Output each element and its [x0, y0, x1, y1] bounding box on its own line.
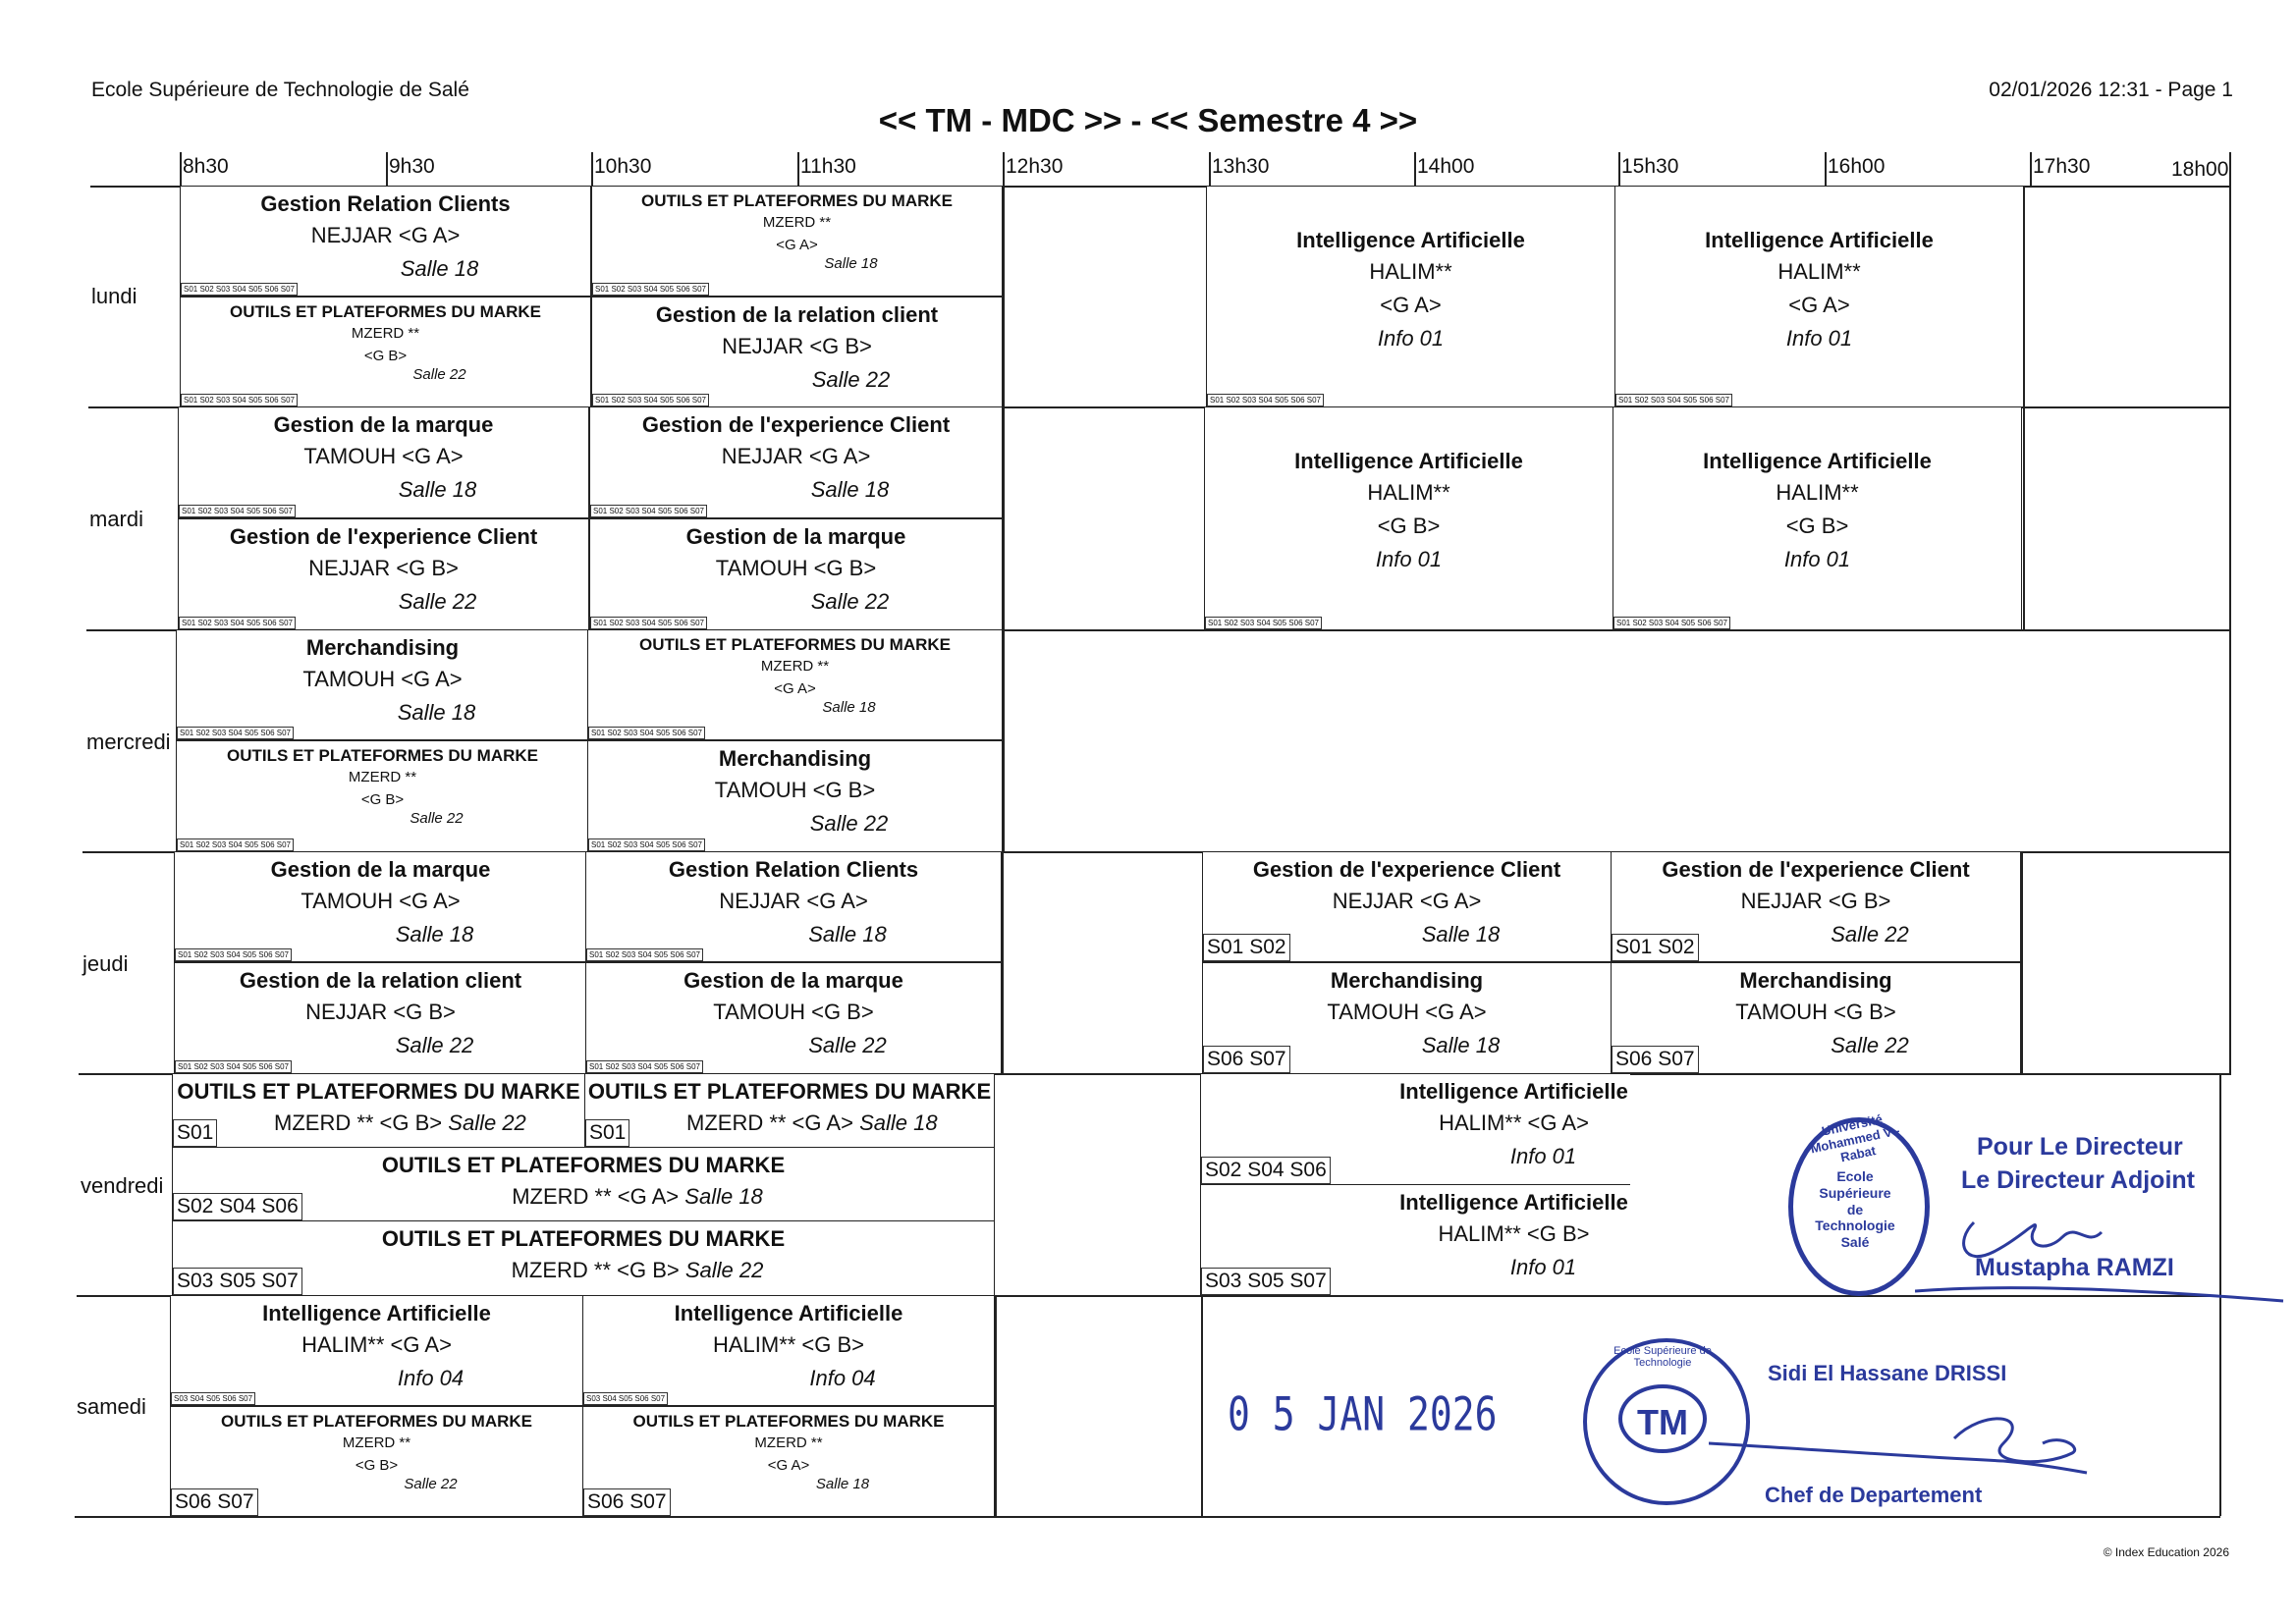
grid-line — [1618, 152, 1620, 187]
teacher: MZERD ** — [351, 325, 420, 343]
room: Salle 22 — [395, 1032, 474, 1057]
teacher: HALIM** — [1367, 479, 1450, 505]
course-cell[interactable] — [178, 518, 589, 630]
grid-line — [2229, 152, 2231, 187]
course-cell[interactable] — [1202, 851, 1612, 962]
teacher-group: HALIM** <G A> — [301, 1331, 452, 1357]
course-title: OUTILS ET PLATEFORMES DU MARKE — [226, 746, 538, 765]
day-label: mercredi — [86, 730, 171, 754]
time-label: 11h30 — [800, 155, 856, 178]
teacher-group: NEJJAR <G B> — [722, 333, 872, 358]
room: Salle 22 — [410, 810, 464, 828]
course-title: Merchandising — [1330, 968, 1484, 993]
session-tag: S01 S02 S03 S04 S05 S06 S07 — [181, 283, 298, 296]
session-tag: S01 S02 S03 S04 S05 S06 S07 — [588, 839, 705, 851]
teacher-group: MZERD ** <G B> — [274, 1109, 443, 1135]
university-stamp-ring: Université Mohammed V - Rabat — [1809, 1110, 1901, 1165]
chef-name: Sidi El Hassane DRISSI — [1768, 1361, 2007, 1385]
group: <G A> — [776, 236, 818, 253]
course-title: Intelligence Artificielle — [1399, 1190, 1628, 1215]
course-cell[interactable] — [591, 297, 1003, 407]
school-name: Ecole Supérieure de Technologie de Salé — [91, 79, 469, 101]
room: Info 04 — [809, 1365, 876, 1390]
course-title: Gestion de la relation client — [655, 302, 939, 327]
course-cell[interactable] — [174, 962, 587, 1074]
time-label: 16h00 — [1828, 155, 1886, 178]
teacher-group: TAMOUH <G B> — [1735, 999, 1896, 1024]
course-title: Gestion de la marque — [273, 412, 494, 437]
room: Salle 22 — [684, 1257, 764, 1282]
course-title: Merchandising — [305, 635, 460, 660]
teacher-group: NEJJAR <G B> — [1740, 888, 1891, 913]
room: Info 01 — [1509, 1143, 1577, 1168]
director-name: Mustapha RAMZI — [1975, 1254, 2174, 1281]
course-cell[interactable] — [178, 406, 589, 518]
day-label: mardi — [89, 507, 144, 531]
teacher-group: MZERD ** <G A> — [686, 1109, 853, 1135]
chef-title: Chef de Departement — [1765, 1483, 1983, 1507]
session-tag: S01 S02 S03 S04 S05 S06 S07 — [586, 1060, 703, 1073]
teacher-group: TAMOUH <G A> — [301, 888, 461, 913]
director-line-1: Pour Le Directeur — [1977, 1133, 2183, 1161]
group: <G A> — [774, 679, 816, 697]
teacher-group: NEJJAR <G B> — [305, 999, 456, 1024]
course-title: Intelligence Artificielle — [1703, 449, 1932, 473]
course-cell[interactable] — [1202, 962, 1612, 1074]
teacher: HALIM** — [1369, 258, 1452, 284]
course-cell[interactable] — [582, 1295, 995, 1406]
session-tag: S02 S04 S06 — [1201, 1157, 1331, 1184]
course-cell[interactable] — [172, 1147, 995, 1221]
department-stamp-center: TM — [1618, 1384, 1707, 1453]
grid-line — [2021, 851, 2023, 1073]
course-title: Gestion de la marque — [683, 968, 903, 993]
time-label: 9h30 — [389, 155, 435, 178]
group: <G B> — [1785, 513, 1849, 538]
session-tag: S01 S02 S03 S04 S05 S06 S07 — [179, 505, 296, 517]
course-cell[interactable] — [1200, 1184, 1630, 1296]
room: Info 01 — [1783, 546, 1851, 571]
course-title: Intelligence Artificielle — [262, 1301, 491, 1325]
course-cell[interactable] — [176, 629, 589, 740]
room: Salle 18 — [822, 699, 876, 717]
session-tag: S03 S05 S07 — [1201, 1268, 1331, 1295]
chef-signature-icon — [1709, 1404, 2092, 1483]
course-title: OUTILS ET PLATEFORMES DU MARKE — [587, 1079, 992, 1104]
teacher: HALIM** — [1777, 258, 1861, 284]
grid-line — [1825, 152, 1827, 187]
course-cell[interactable] — [1611, 962, 2021, 1074]
course-title: Intelligence Artificielle — [674, 1301, 903, 1325]
time-label: 13h30 — [1212, 155, 1270, 178]
director-signature-icon — [1915, 1193, 2288, 1306]
day-label: samedi — [77, 1394, 146, 1419]
session-tag: S06 S07 — [1612, 1046, 1699, 1073]
course-cell[interactable] — [170, 1406, 583, 1517]
grid-line — [1209, 152, 1211, 187]
course-title: Merchandising — [1739, 968, 1892, 993]
room: Salle 18 — [1421, 1032, 1501, 1057]
department-stamp-ring: Ecole Supérieure de Technologie — [1613, 1345, 1712, 1369]
room: Salle 18 — [398, 476, 477, 502]
session-tag: S06 S07 — [171, 1488, 258, 1516]
teacher-group: TAMOUH <G B> — [713, 999, 874, 1024]
session-tag: S06 S07 — [1203, 1046, 1290, 1073]
course-cell[interactable] — [585, 962, 1002, 1074]
course-title: OUTILS ET PLATEFORMES DU MARKE — [229, 302, 541, 321]
group: <G A> — [767, 1456, 810, 1474]
room: Salle 22 — [398, 588, 477, 614]
course-title: Gestion Relation Clients — [668, 857, 919, 882]
course-title: Gestion de la relation client — [239, 968, 522, 993]
time-label: 12h30 — [1006, 155, 1064, 178]
course-title: OUTILS ET PLATEFORMES DU MARKE — [177, 1079, 580, 1104]
course-title: Gestion de la marque — [270, 857, 491, 882]
course-cell[interactable] — [585, 851, 1002, 962]
course-title: Intelligence Artificielle — [1399, 1079, 1628, 1104]
time-label: 18h00 — [2171, 158, 2229, 181]
course-title: Intelligence Artificielle — [1294, 449, 1523, 473]
grid-line — [1414, 152, 1416, 187]
room: Salle 18 — [808, 921, 887, 947]
room: Salle 22 — [810, 588, 890, 614]
course-cell[interactable] — [180, 186, 591, 297]
teacher-group: NEJJAR <G A> — [719, 888, 868, 913]
room: Salle 18 — [824, 255, 878, 273]
grid-line — [995, 1295, 997, 1516]
copyright: © Index Education 2026 — [2103, 1545, 2229, 1559]
teacher-group: TAMOUH <G A> — [302, 666, 463, 691]
room: Info 01 — [1377, 325, 1445, 351]
course-title: Gestion Relation Clients — [260, 191, 511, 216]
teacher: HALIM** — [1776, 479, 1859, 505]
grid-line — [591, 152, 593, 187]
room: Salle 22 — [448, 1109, 526, 1135]
teacher: MZERD ** — [754, 1434, 823, 1452]
session-tag: S01 S02 S03 S04 S05 S06 S07 — [590, 505, 707, 517]
room: Info 04 — [397, 1365, 465, 1390]
course-cell[interactable] — [1206, 186, 1615, 407]
grid-line — [1003, 186, 1005, 851]
teacher-group: HALIM** <G A> — [1439, 1109, 1589, 1135]
session-tag: S01 S02 S03 S04 S05 S06 S07 — [175, 948, 292, 961]
teacher-group: TAMOUH <G A> — [303, 443, 464, 468]
room: Salle 18 — [395, 921, 474, 947]
room: Salle 22 — [412, 366, 466, 384]
teacher: MZERD ** — [348, 769, 417, 786]
session-tag: S01 S02 S03 S04 S05 S06 S07 — [177, 727, 294, 739]
session-tag: S01 S02 S03 S04 S05 S06 S07 — [1615, 394, 1732, 406]
course-title: OUTILS ET PLATEFORMES DU MARKE — [632, 1412, 945, 1431]
course-title: OUTILS ET PLATEFORMES DU MARKE — [220, 1412, 532, 1431]
page-title: << TM - MDC >> - << Semestre 4 >> — [878, 102, 1418, 138]
group: <G B> — [355, 1456, 399, 1474]
course-cell[interactable] — [589, 406, 1003, 518]
session-tag: S01 S02 S03 S04 S05 S06 S07 — [1205, 617, 1322, 629]
teacher-group: NEJJAR <G B> — [308, 555, 459, 580]
session-tag: S01 S02 S03 S04 S05 S06 S07 — [592, 283, 709, 296]
day-label: lundi — [91, 284, 137, 308]
course-cell[interactable] — [172, 1220, 995, 1296]
director-line-2: Le Directeur Adjoint — [1961, 1166, 2195, 1194]
room: Info 01 — [1785, 325, 1853, 351]
session-tag: S01 S02 S03 S04 S05 S06 S07 — [175, 1060, 292, 1073]
course-title: Gestion de l'experience Client — [229, 524, 538, 549]
teacher-group: TAMOUH <G B> — [715, 555, 877, 580]
grid-line — [180, 152, 182, 187]
grid-line — [2030, 152, 2032, 187]
course-cell[interactable] — [1204, 406, 1613, 630]
session-tag: S01 S02 S03 S04 S05 S06 S07 — [586, 948, 703, 961]
course-cell[interactable] — [587, 740, 1003, 852]
course-title: OUTILS ET PLATEFORMES DU MARKE — [381, 1226, 786, 1251]
room: Info 01 — [1509, 1254, 1577, 1279]
grid-line — [797, 152, 799, 187]
room: Salle 22 — [404, 1476, 458, 1493]
teacher-group: NEJJAR <G A> — [721, 443, 871, 468]
room: Salle 18 — [684, 1183, 763, 1209]
teacher-group: NEJJAR <G A> — [310, 222, 461, 247]
session-tag: S01 S02 S03 S04 S05 S06 S07 — [592, 394, 709, 406]
time-label: 8h30 — [183, 155, 229, 178]
session-tag: S01 S02 S03 S04 S05 S06 S07 — [181, 394, 298, 406]
course-cell[interactable] — [170, 1295, 583, 1406]
date-stamp: 0 5 JAN 2026 — [1228, 1386, 1498, 1441]
course-cell[interactable] — [1614, 186, 2024, 407]
group: <G B> — [360, 790, 405, 808]
room: Salle 18 — [397, 699, 476, 725]
course-title: Gestion de l'experience Client — [1662, 857, 1970, 882]
course-title: Gestion de l'experience Client — [641, 412, 951, 437]
course-cell[interactable] — [174, 851, 587, 962]
day-label: vendredi — [81, 1173, 164, 1198]
room: Salle 18 — [810, 476, 890, 502]
day-label: jeudi — [82, 951, 129, 976]
teacher: MZERD ** — [760, 658, 830, 676]
teacher: MZERD ** — [762, 214, 832, 232]
room: Salle 22 — [1831, 1032, 1909, 1057]
session-tag: S01 S02 — [1612, 934, 1699, 961]
room: Salle 22 — [809, 810, 889, 836]
room: Salle 22 — [808, 1032, 887, 1057]
session-tag: S01 S02 S03 S04 S05 S06 S07 — [588, 727, 705, 739]
teacher-group: MZERD ** <G B> — [511, 1257, 680, 1282]
course-title: Merchandising — [718, 746, 872, 771]
course-cell[interactable] — [172, 1073, 585, 1148]
session-tag: S03 S05 S07 — [173, 1268, 302, 1295]
time-label: 17h30 — [2033, 155, 2091, 178]
session-tag: S01 — [173, 1119, 217, 1147]
course-cell[interactable] — [1200, 1073, 1630, 1185]
room: Salle 18 — [1421, 921, 1501, 947]
teacher: MZERD ** — [342, 1434, 411, 1452]
session-tag: S03 S04 S05 S06 S07 — [171, 1392, 255, 1405]
course-title: OUTILS ET PLATEFORMES DU MARKE — [638, 635, 951, 654]
course-cell[interactable] — [1613, 406, 2022, 630]
group: <G B> — [363, 347, 408, 364]
room: Salle 18 — [815, 1476, 870, 1493]
room: Salle 18 — [400, 255, 479, 281]
course-title: Intelligence Artificielle — [1296, 228, 1525, 252]
course-title: Gestion de l'experience Client — [1252, 857, 1561, 882]
grid-line — [1003, 152, 1005, 187]
session-tag: S01 S02 S03 S04 S05 S06 S07 — [1613, 617, 1730, 629]
group: <G A> — [1788, 292, 1850, 317]
session-tag: S03 S04 S05 S06 S07 — [583, 1392, 668, 1405]
time-label: 14h00 — [1417, 155, 1475, 178]
course-title: Intelligence Artificielle — [1705, 228, 1934, 252]
grid-line — [1002, 851, 1004, 1073]
session-tag: S02 S04 S06 — [173, 1193, 302, 1220]
time-label: 10h30 — [594, 155, 652, 178]
university-stamp-center: Ecole Supérieure de Technologie Salé — [1815, 1168, 1895, 1251]
course-cell[interactable] — [591, 186, 1003, 297]
session-tag: S01 S02 S03 S04 S05 S06 S07 — [179, 617, 296, 629]
teacher-group: NEJJAR <G A> — [1332, 888, 1482, 913]
group: <G B> — [1377, 513, 1441, 538]
room: Info 01 — [1375, 546, 1443, 571]
teacher-group: MZERD ** <G A> — [512, 1183, 680, 1209]
session-tag: S01 — [585, 1119, 629, 1147]
course-cell[interactable] — [1611, 851, 2021, 962]
room: Salle 22 — [811, 366, 891, 392]
teacher-group: HALIM** <G B> — [1438, 1220, 1590, 1246]
course-cell[interactable] — [180, 297, 591, 407]
course-cell[interactable] — [582, 1406, 995, 1517]
print-date-page: 02/01/2026 12:31 - Page 1 — [1989, 79, 2233, 101]
course-title: Gestion de la marque — [685, 524, 906, 549]
course-cell[interactable] — [176, 740, 589, 852]
grid-line — [2229, 186, 2231, 1073]
teacher-group: TAMOUH <G B> — [714, 777, 876, 802]
grid-line — [386, 152, 388, 187]
session-tag: S06 S07 — [583, 1488, 671, 1516]
session-tag: S01 S02 S03 S04 S05 S06 S07 — [1207, 394, 1324, 406]
course-title: OUTILS ET PLATEFORMES DU MARKE — [381, 1153, 786, 1177]
course-title: OUTILS ET PLATEFORMES DU MARKE — [640, 191, 953, 210]
group: <G A> — [1380, 292, 1442, 317]
time-label: 15h30 — [1621, 155, 1679, 178]
session-tag: S01 S02 S03 S04 S05 S06 S07 — [590, 617, 707, 629]
session-tag: S01 S02 — [1203, 934, 1290, 961]
session-tag: S01 S02 S03 S04 S05 S06 S07 — [177, 839, 294, 851]
course-cell[interactable] — [584, 1073, 995, 1148]
teacher-group: TAMOUH <G A> — [1327, 999, 1487, 1024]
room: Salle 22 — [1831, 921, 1909, 947]
room: Salle 18 — [859, 1109, 938, 1135]
course-cell[interactable] — [589, 518, 1003, 630]
course-cell[interactable] — [587, 629, 1003, 740]
teacher-group: HALIM** <G B> — [712, 1331, 865, 1357]
